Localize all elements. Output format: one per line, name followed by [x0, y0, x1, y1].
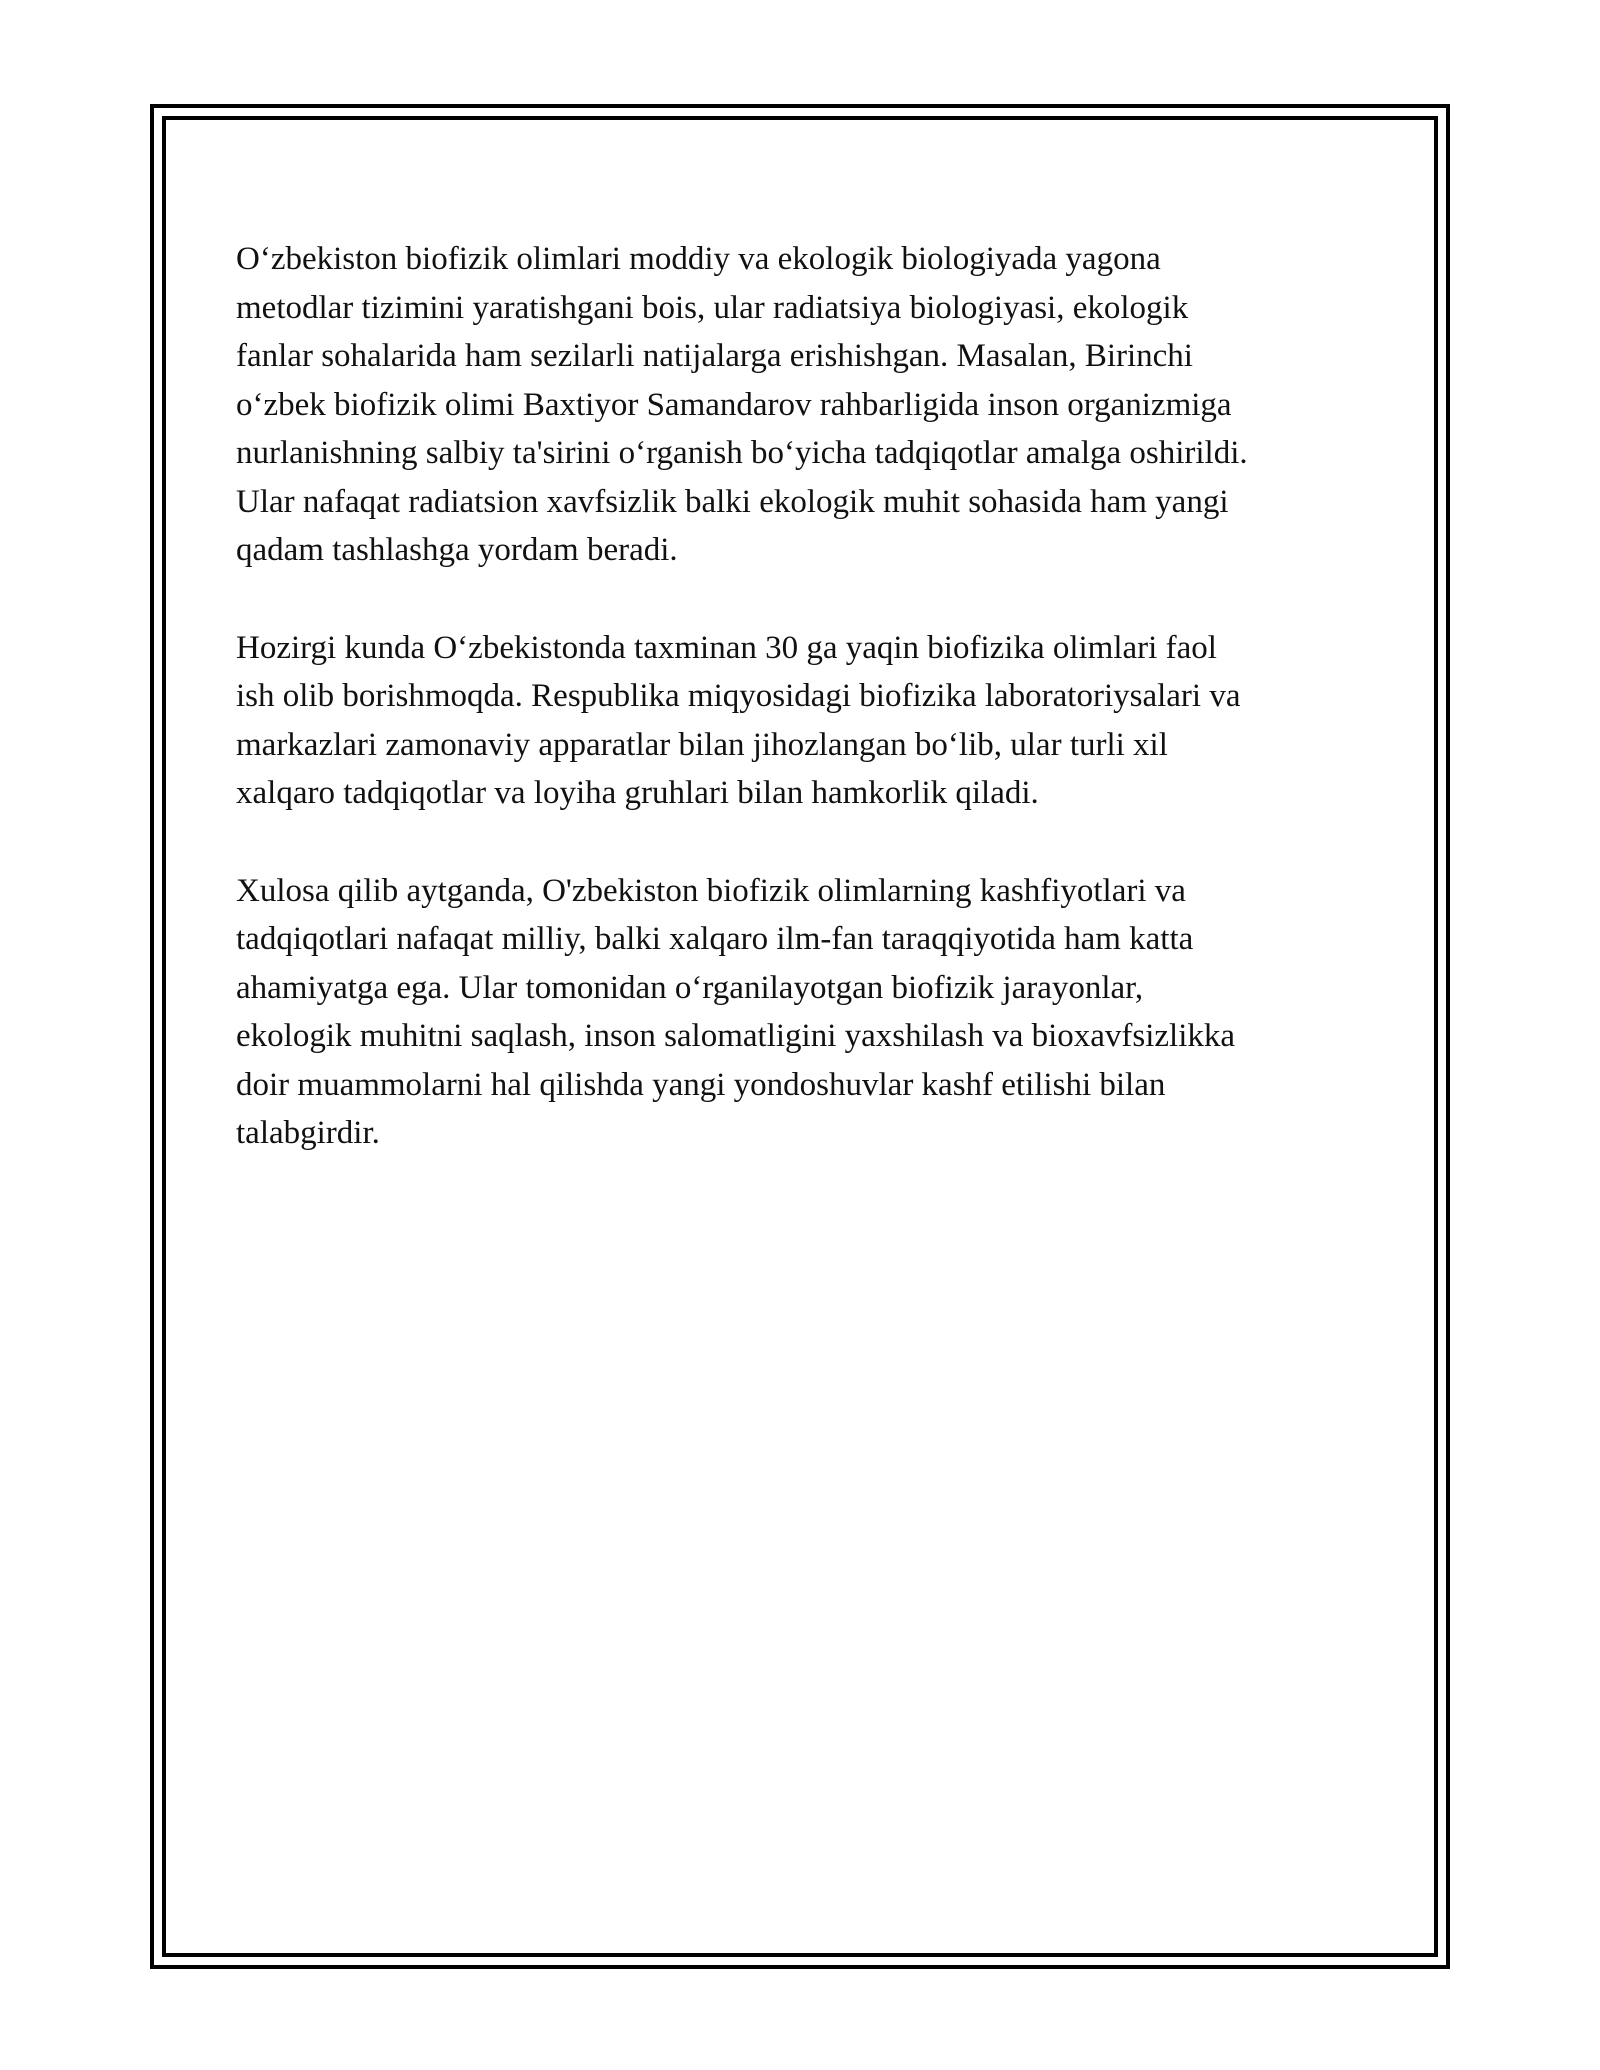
- paragraph-1: O‘zbekiston biofizik olimlari moddiy va ekologik biologiyada yagona metodlar tizimini yaratishgani bois, ular radiatsiya biologiyasi, ekologik fanlar sohalarida ham sezilarli natijalarga erishishgan. Masalan, Birinchi o‘zbek biofizik olimi Baxtiyor Samandarov rahbarligida inson organizmiga nurlanishning salbiy ta'sirini o‘rganish bo‘yicha tadqiqotlar amalga oshirildi. Ular nafaqat radiatsion xavfsizlik balki ekologik muhit sohasida ham yangi qadam tashlashga yordam beradi.: [236, 241, 1248, 568]
- document-body: [236, 235, 1376, 1207]
- paragraph-2: Hozirgi kunda O‘zbekistonda taxminan 30 ga yaqin biofizika olimlari faol ish olib borishmoqda. Respublika miqyosidagi biofizika laboratoriysalari va markazlari zamonaviy apparatlar bilan jihozlangan bo‘lib, ular turli xil xalqaro tadqiqotlar va loyiha gruhlari bilan hamkorlik qiladi.: [236, 629, 1241, 811]
- paragraph-3: Xulosa qilib aytganda, O'zbekiston biofizik olimlarning kashfiyotlari va tadqiqotlari nafaqat milliy, balki xalqaro ilm-fan taraqqiyotida ham katta ahamiyatga ega. Ular tomonidan o‘rganilayotgan biofizik jarayonlar, ekologik muhitni saqlash, inson salomatligini yaxshilash va bioxavfsizlikka doir muammolarni hal qilishda yangi yondoshuvlar kashf etilishi bilan talabgirdir.: [236, 872, 1236, 1151]
